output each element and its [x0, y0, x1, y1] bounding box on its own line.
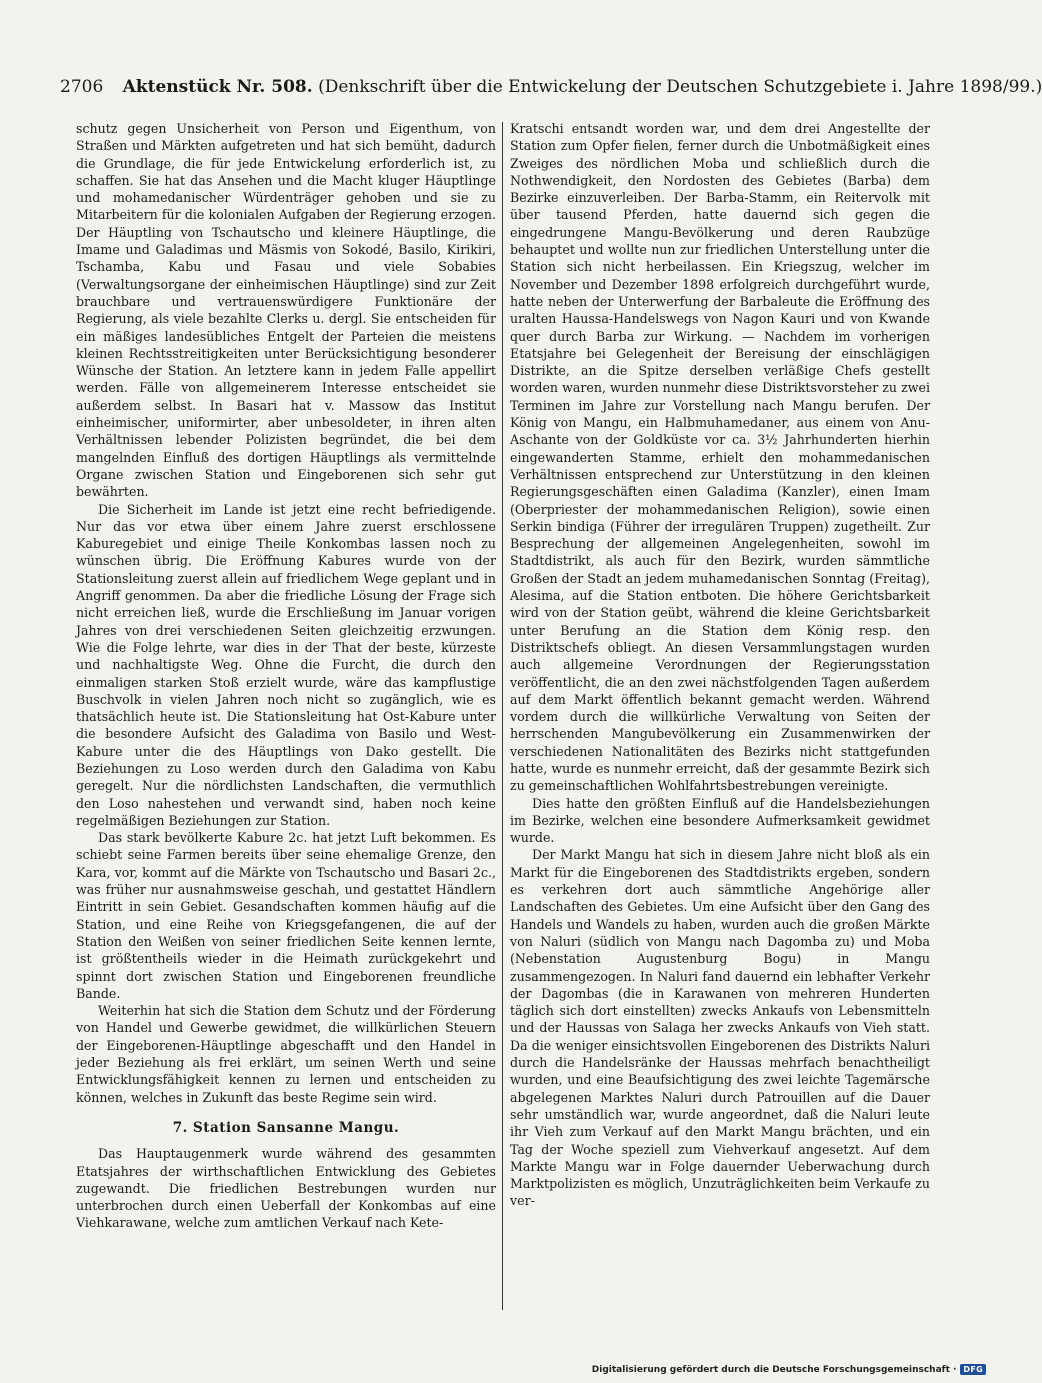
- document-reference: Aktenstück Nr. 508.: [122, 77, 313, 97]
- paragraph: Weiterhin hat sich die Station dem Schutz und der Förderung von Handel und Gewerbe gewidmet, die willkürlichen Steuern der Eingeborenen-Häuptlinge abgeschafft und den Handel in jeder Beziehung als frei erklärt, um seinen Werth und seine Entwicklungsfähigkeit kennen zu lernen und entscheiden zu können, welches in Zukunft das beste Regime sein wird.: [76, 1003, 496, 1105]
- paragraph: schutz gegen Unsicherheit von Person und Eigenthum, von Straßen und Märkten aufgetreten und hat sich bemüht, dadurch die Grundlage, die für jede Entwickelung erforderlich ist, zu schaffen. Sie hat das Ansehen und die Macht kluger Häuptlinge und mohamedanischer Würdenträger gehoben und sie zu Mitarbeitern für die kolonialen Aufgaben der Regierung erzogen. Der Häuptling von Tschautscho und kleinere Häuptlinge, die Imame und Galadimas und Mäsmis von Sokodé, Basilo, Kirikiri, Tschamba, Kabu und Fasau und viele Sobabies (Verwaltungsorgane der einheimischen Häuptlinge) sind zur Zeit brauchbare und vertrauenswürdigere Funktionäre der Regierung, als viele bezahlte Clerks u. dergl. Sie entscheiden für ein mäßiges landesübliches Entgelt der Parteien die meistens kleinen Rechtsstreitigkeiten unter Berücksichtigung besonderer Wünsche der Station. An letztere kann in jedem Falle appellirt werden. Fälle von allgemeinerem Interesse entscheidet sie außerdem selbst. In Basari hat v. Massow das Institut einheimischer, uniformirter, aber unbesoldeter, in ihren alten Verhältnissen lebender Polizisten begründet, die bei dem mangelnden Einfluß des dortigen Häuptlings als vermittelnde Organe zwischen Station und Eingeborenen sich sehr gut bewährten.: [76, 121, 496, 500]
- paragraph: Die Sicherheit im Lande ist jetzt eine recht befriedigende. Nur das vor etwa über einem Jahre zuerst erschlossene Kaburegebiet und einige Theile Konkombas lassen noch zu wünschen übrig. Die Eröffnung Kabures wurde von der Stationsleitung zuerst allein auf friedlichem Wege geplant und in Angriff genommen. Da aber die friedliche Lösung der Frage sich nicht erreichen ließ, wurde die Erschließung im Januar vorigen Jahres von drei verschiedenen Seiten gleichzeitig erzwungen. Wie die Folge lehrte, war dies in der That der beste, kürzeste und nachhaltigste Weg. Ohne die Furcht, die durch den einmaligen starken Stoß erzielt wurde, wäre das kampflustige Buschvolk in vielen Jahren noch nicht so zugänglich, wie es thatsächlich heute ist. Die Stationsleitung hat Ost-Kabure unter die besondere Aufsicht des Galadima von Basilo und West-Kabure unter die des Häuptlings von Dako gestellt. Die Beziehungen zu Loso werden durch den Galadima von Kabu geregelt. Nur die nördlichsten Landschaften, die vermuthlich den Loso nahestehen und verwandt sind, haben noch keine regelmäßigen Beziehungen zur Station.: [76, 501, 496, 828]
- right-column: [510, 120, 930, 1338]
- paragraph: Das stark bevölkerte Kabure 2c. hat jetzt Luft bekommen. Es schiebt seine Farmen bereits über seine ehemalige Grenze, den Kara, vor, kommt auf die Märkte von Tschautscho und Basari 2c., was früher nur ausnahmsweise geschah, und gestattet Händlern Eintritt in sein Gebiet. Gesandschaften kommen häufig auf die Station, und eine Reihe von Kriegsgefangenen, die auf der Station den Weißen von seiner friedlichen Seite kennen lernte, ist größtentheils wieder in die Heimath zurückgekehrt und spinnt dort zwischen Station und Eingeborenen freundliche Bande.: [76, 830, 496, 1001]
- page-number: 2706: [60, 77, 104, 97]
- digitization-credit: [592, 1364, 986, 1375]
- paragraph: Kratschi entsandt worden war, und dem drei Angestellte der Station zum Opfer fielen, ferner durch die Unbotmäßigkeit eines Zweiges des nördlichen Moba und schließlich durch die Nothwendigkeit, den Nordosten des Gebietes (Barba) dem Bezirke einzuverleiben. Der Barba-Stamm, ein Reitervolk mit über tausend Pferden, hatte dauernd sich gegen die eingedrungene Mangu-Bevölkerung und deren Raubzüge behauptet und wollte nun zur friedlichen Unterstellung unter die Station sich nicht herbeilassen. Ein Kriegszug, welcher im November und Dezember 1898 erfolgreich durchgeführt wurde, hatte neben der Unterwerfung der Barbaleute die Eröffnung des uralten Haussa-Handelswegs von Nagon Kauri und von Kwande quer durch Barba zur Wirkung. — Nachdem im vorherigen Etatsjahre bei Gelegenheit der Bereisung der einschlägigen Distrikte, an die Spitze derselben verläßige Chefs gestellt worden waren, wurden nunmehr diese Distriktsvorsteher zu zwei Terminen im Jahre zur Vorstellung nach Mangu berufen. Der König von Mangu, ein Halbmuhamedaner, aus einem von Anu-Aschante von der Goldküste vor ca. 3½ Jahrhunderten hierhin eingewanderten Stamme, erhielt den mohammedanischen Verhältnissen entsprechend zur Unterstützung in den kleinen Regierungsgeschäften einen Galadima (Kanzler), einen Imam (Oberpriester der mohammedanischen Religion), sowie einen Serkin bindiga (Führer der irregulären Truppen) zugetheilt. Zur Besprechung der allgemeinen Angelegenheiten, sowohl im Stadtdistrikt, als auch für den Bezirk, wurden sämmtliche Großen der Stadt an jedem muhamedanischen Sonntag (Freitag), Alesima, auf die Station entboten. Die höhere Gerichtsbarkeit wird von der Station geübt, während die kleine Gerichtsbarkeit unter Berufung an die Station dem König resp. den Distriktschefs obliegt. An diesen Versammlungstagen wurden auch allgemeine Verordnungen der Regierungsstation veröffentlicht, die an den zwei nächstfolgenden Tagen außerdem auf dem Markt öffentlich bekannt gemacht werden. Während vordem durch die willkürliche Verwaltung von Seiten der herrschenden Mangubevölkerung ein Zusammenwirken der verschiedenen Nationalitäten des Bezirks nicht stattgefunden hatte, wurde es nunmehr erreicht, daß der gesammte Bezirk sich zu gemeinschaftlichen Wohlfahrtsbestrebungen vereinigte.: [510, 121, 930, 794]
- paragraph: Dies hatte den größten Einfluß auf die Handelsbeziehungen im Bezirke, welchen eine besondere Aufmerksamkeit gewidmet wurde.: [510, 795, 930, 846]
- credit-text: Digitalisierung gefördert durch die Deutsche Forschungsgemeinschaft ·: [591, 1364, 957, 1375]
- column-divider: [502, 122, 503, 1310]
- paragraph: Der Markt Mangu hat sich in diesem Jahre nicht bloß als ein Markt für die Eingeborenen des Stadtdistrikts ergeben, sondern es verkehren dort auch sämmtliche Angehörige aller Landschaften des Gebietes. Um eine Aufsicht über den Gang des Handels und Wandels zu haben, wurden auch die großen Märkte von Naluri (südlich von Mangu nach Dagomba zu) und Moba (Nebenstation Augustenburg Bogu) in Mangu zusammengezogen. In Naluri fand dauernd ein lebhafter Verkehr der Dagombas (die in Karawanen von mehreren Hunderten täglich sich dort einstellten) zwecks Ankaufs von Lebensmitteln und der Haussas von Salaga her zwecks Ankaufs von Vieh statt. Da die weniger einsichtsvollen Eingeborenen des Distrikts Naluri durch die Handelsränke der Haussas mehrfach benachtheiligt wurden, und eine Beaufsichtigung des zwei leichte Tagemärsche abgelegenen Marktes Naluri durch Patrouillen auf die Dauer sehr umständlich war, wurde angeordnet, daß die Naluri leute ihr Vieh zum Verkauf auf den Markt Mangu brächten, und ein Tag der Woche speziell zum Viehverkauf angesetzt. Auf dem Markte Mangu war in Folge dauernder Ueberwachung durch Marktpolizisten es möglich, Unzuträglichkeiten beim Verkaufe zu ver-: [510, 847, 930, 1209]
- section-heading: 7. Station Sansanne Mangu.: [172, 1119, 400, 1136]
- dfg-logo: DFG: [960, 1364, 986, 1375]
- left-column: [76, 120, 496, 1338]
- paragraph: Das Hauptaugenmerk wurde während des gesammten Etatsjahres der wirthschaftlichen Entwicklung des Gebietes zugewandt. Die friedlichen Bestrebungen wurden nur unterbrochen durch einen Ueberfall der Konkombas auf eine Viehkarawane, welche zum amtlichen Verkauf nach Kete-: [76, 1146, 496, 1231]
- document-title: (Denkschrift über die Entwickelung der Deutschen Schutzgebiete i. Jahre 1898/99.): [318, 77, 1042, 97]
- page-header: [60, 76, 1042, 98]
